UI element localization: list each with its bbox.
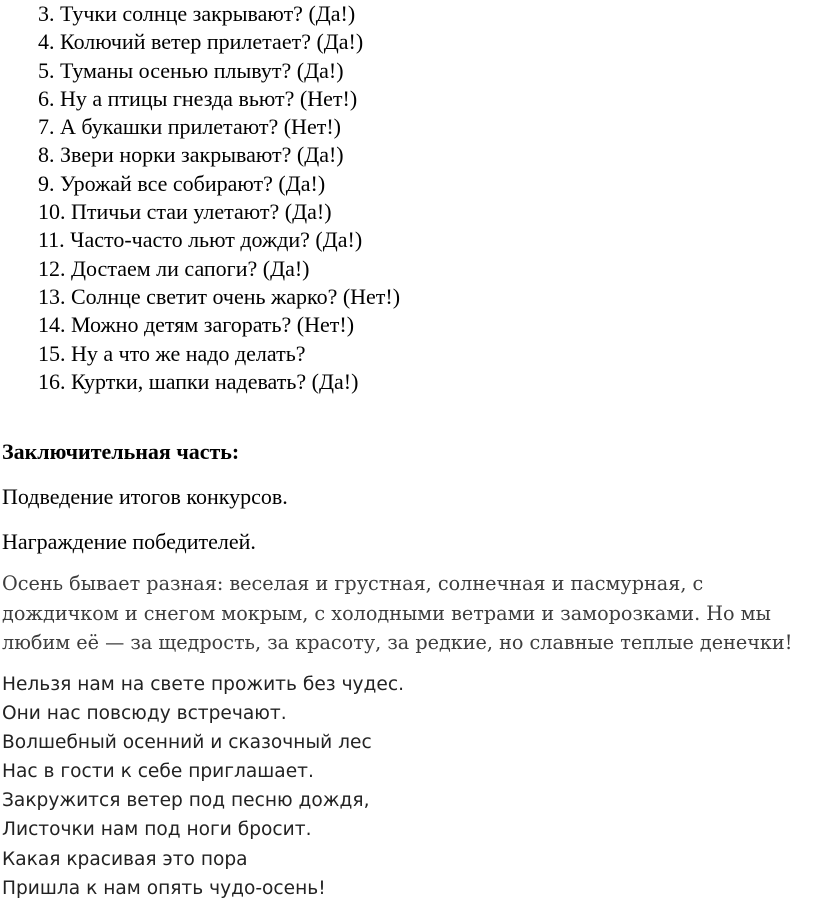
question-item: 14. Можно детям загорать? (Нет!) <box>38 312 355 338</box>
poem-line: Волшебный осенний и сказочный лес <box>2 732 372 754</box>
question-item: 9. Урожай все собирают? (Да!) <box>38 170 326 196</box>
question-item: 5. Туманы осенью плывут? (Да!) <box>38 57 344 83</box>
question-item: 13. Солнце светит очень жарко? (Нет!) <box>38 283 401 309</box>
poem-line: Какая красивая это пора <box>2 848 248 870</box>
question-item: 6. Ну а птицы гнезда вьют? (Нет!) <box>38 85 358 111</box>
poem-line: Они нас повсюду встречают. <box>2 703 287 725</box>
poem <box>2 670 404 903</box>
poem-line: Листочки нам под ноги бросит. <box>2 819 312 841</box>
question-item: 7. А букашки прилетают? (Нет!) <box>38 114 341 140</box>
poem-line: Пришла к нам опять чудо-осень! <box>2 877 326 899</box>
question-list <box>38 0 400 396</box>
question-item: 3. Тучки солнце закрывают? (Да!) <box>38 1 356 26</box>
question-item: 12. Достаем ли сапоги? (Да!) <box>38 255 310 281</box>
question-item: 15. Ну а что же надо делать? <box>38 340 306 366</box>
awards-line: Награждение победителей. <box>2 529 256 554</box>
poem-line: Закружится ветер под песню дождя, <box>2 790 370 812</box>
question-item: 8. Звери норки закрывают? (Да!) <box>38 142 344 168</box>
autumn-paragraph: Осень бывает разная: веселая и грустная, солнечная и пасмурная, с дождичком и снегом мокрым, с холодными ветрами и заморозками. Но мы любим её — за щедрость, за красоту, за редкие, но славные теплые денечки! <box>2 572 793 654</box>
poem-line: Нельзя нам на свете прожить без чудес. <box>2 674 404 695</box>
question-item: 4. Колючий ветер прилетает? (Да!) <box>38 29 364 55</box>
final-part-heading: Заключительная часть: <box>2 439 240 464</box>
question-item: 16. Куртки, шапки надевать? (Да!) <box>38 368 359 394</box>
question-item: 10. Птичьи стаи улетают? (Да!) <box>38 199 332 225</box>
summary-line: Подведение итогов конкурсов. <box>2 484 288 509</box>
poem-line: Нас в гости к себе приглашает. <box>2 761 314 783</box>
question-item: 11. Часто-часто льют дожди? (Да!) <box>38 227 363 253</box>
